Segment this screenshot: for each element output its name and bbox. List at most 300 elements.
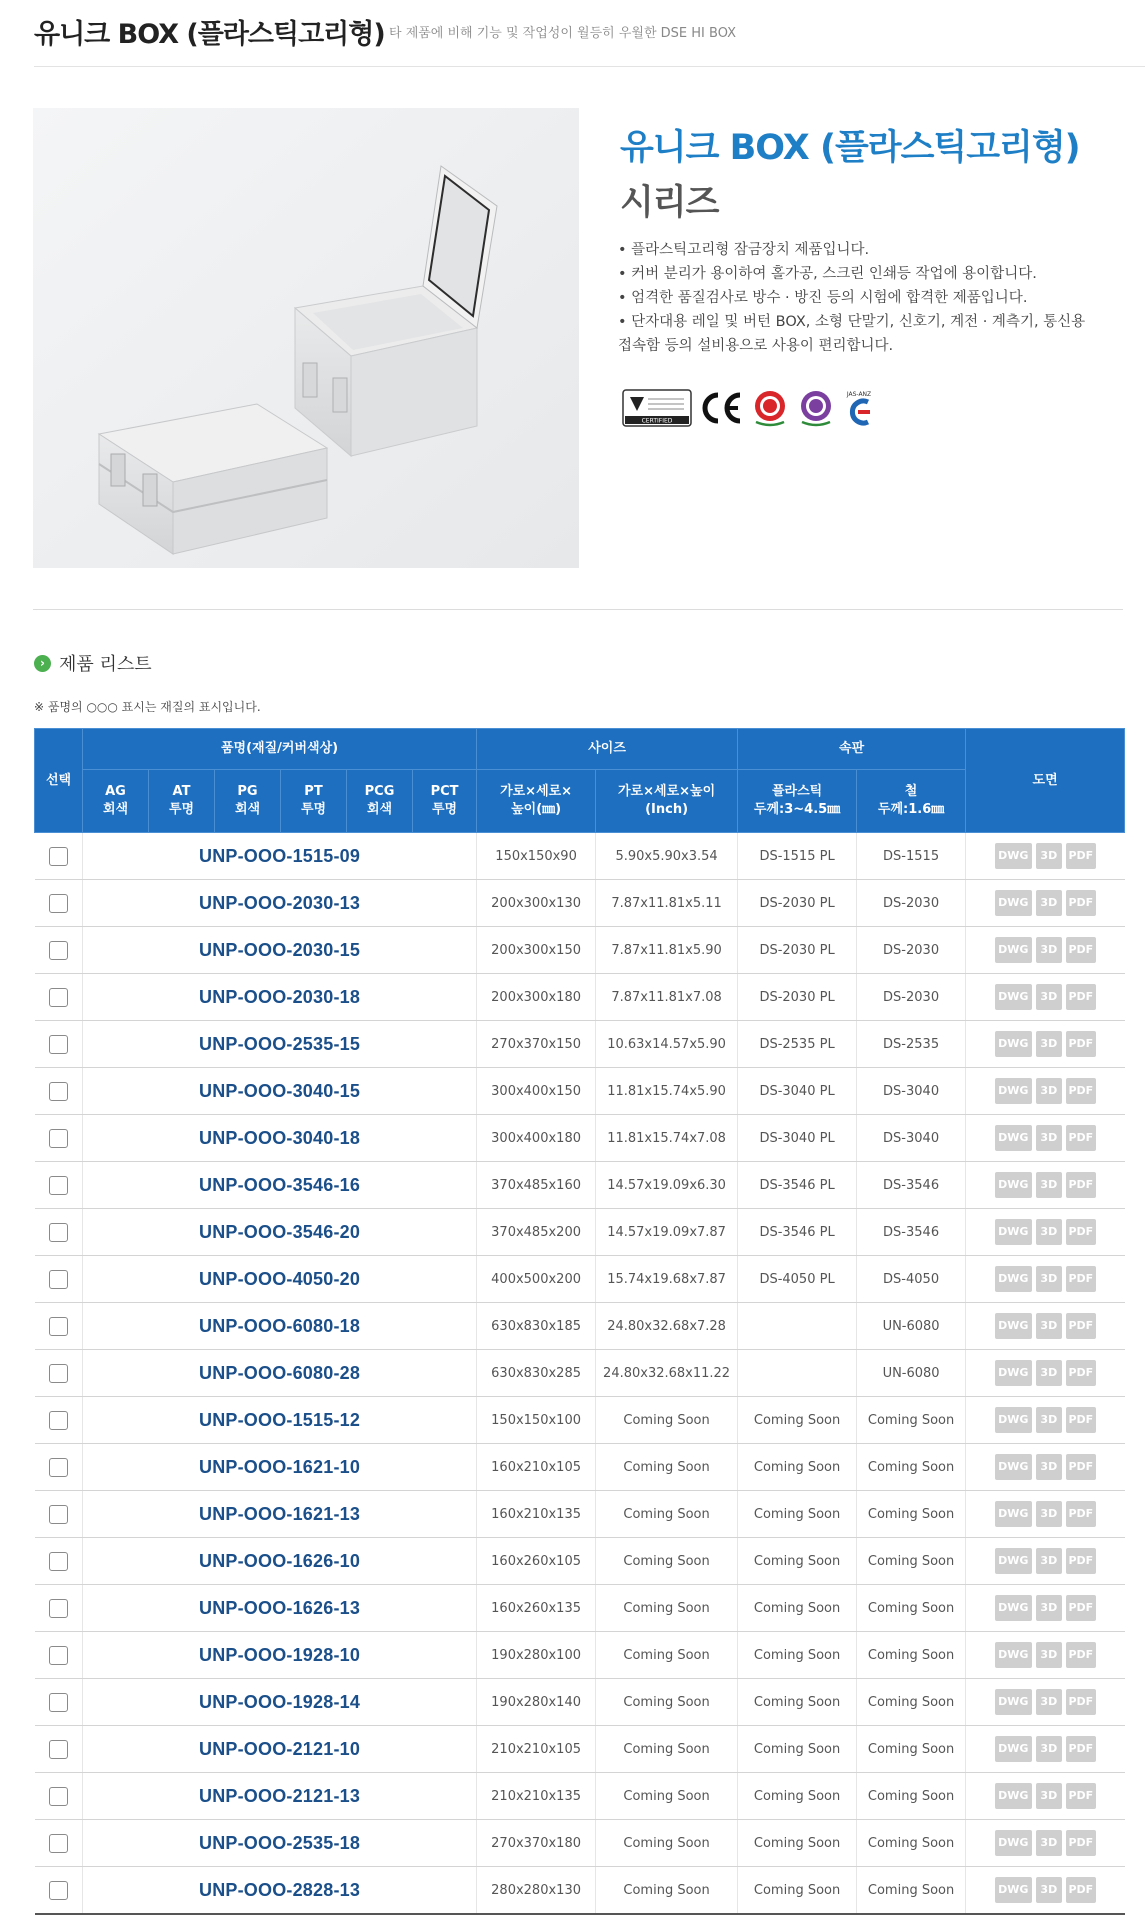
ce-mark-icon xyxy=(698,389,744,427)
table-row xyxy=(35,1538,1125,1585)
pdf-download-button[interactable]: PDF xyxy=(1066,1266,1096,1292)
select-checkbox[interactable] xyxy=(49,1834,68,1853)
header-drawing: 도면 xyxy=(966,729,1125,833)
header-material-at: AT 투명 xyxy=(149,770,215,833)
select-cell xyxy=(35,1444,83,1491)
3d-download-button[interactable]: 3D xyxy=(1036,1595,1062,1621)
table-row xyxy=(35,1021,1125,1068)
select-checkbox[interactable] xyxy=(49,1082,68,1101)
section-divider xyxy=(33,609,1123,610)
svg-text:CERTIFIED: CERTIFIED xyxy=(641,417,673,425)
3d-download-button[interactable]: 3D xyxy=(1036,1219,1062,1245)
table-row xyxy=(35,1303,1125,1350)
product-list-heading xyxy=(34,650,152,676)
3d-download-button[interactable]: 3D xyxy=(1036,1501,1062,1527)
drawing-cell xyxy=(966,833,1125,880)
drawing-cell xyxy=(966,1491,1125,1538)
jas-anz-mark-icon xyxy=(842,388,876,428)
product-name[interactable]: UNP-OOO-2828-13 xyxy=(83,1867,477,1915)
dwg-download-button[interactable]: DWG xyxy=(995,890,1032,916)
size-inch: 24.80x32.68x11.22 xyxy=(596,1350,738,1397)
size-inch: 14.57x19.09x7.87 xyxy=(596,1209,738,1256)
pdf-download-button[interactable]: PDF xyxy=(1066,1501,1096,1527)
header-size-inch: 가로×세로×높이 (Inch) xyxy=(596,770,738,833)
pdf-download-button[interactable]: PDF xyxy=(1066,937,1096,963)
plate-steel: DS-2030 xyxy=(857,880,966,927)
3d-download-button[interactable]: 3D xyxy=(1036,1736,1062,1762)
3d-download-button[interactable]: 3D xyxy=(1036,1078,1062,1104)
select-checkbox[interactable] xyxy=(49,1787,68,1806)
drawing-cell xyxy=(966,1538,1125,1585)
size-mm: 160x210x135 xyxy=(477,1491,596,1538)
product-name[interactable]: UNP-OOO-2030-15 xyxy=(83,927,477,974)
size-inch: 11.81x15.74x5.90 xyxy=(596,1068,738,1115)
chevron-right-icon: › xyxy=(34,655,51,672)
plate-steel: DS-2030 xyxy=(857,927,966,974)
drawing-cell xyxy=(966,1350,1125,1397)
select-checkbox[interactable] xyxy=(49,988,68,1007)
plate-steel: Coming Soon xyxy=(857,1867,966,1915)
3d-download-button[interactable]: 3D xyxy=(1036,1266,1062,1292)
select-checkbox[interactable] xyxy=(49,1693,68,1712)
dwg-download-button[interactable]: DWG xyxy=(995,1595,1032,1621)
dwg-download-button[interactable]: DWG xyxy=(995,1266,1032,1292)
product-image xyxy=(33,108,579,568)
size-inch: Coming Soon xyxy=(596,1585,738,1632)
pdf-download-button[interactable]: PDF xyxy=(1066,1783,1096,1809)
table-row xyxy=(35,833,1125,880)
dwg-download-button[interactable]: DWG xyxy=(995,937,1032,963)
plate-plastic: DS-3040 PL xyxy=(738,1068,857,1115)
plate-steel: Coming Soon xyxy=(857,1585,966,1632)
feature-item: • 엄격한 품질검사로 방수 · 방진 등의 시험에 합격한 제품입니다. xyxy=(618,290,1028,306)
select-checkbox[interactable] xyxy=(49,1411,68,1430)
size-inch: 7.87x11.81x7.08 xyxy=(596,974,738,1021)
product-name[interactable]: UNP-OOO-1621-13 xyxy=(83,1491,477,1538)
page-title: 유니크 BOX (플라스틱고리형) xyxy=(34,19,385,50)
plate-steel: Coming Soon xyxy=(857,1632,966,1679)
header-material-pg: PG 회색 xyxy=(215,770,281,833)
drawing-cell xyxy=(966,1820,1125,1867)
plate-steel: DS-2535 xyxy=(857,1021,966,1068)
plate-plastic: DS-2030 PL xyxy=(738,974,857,1021)
3d-download-button[interactable]: 3D xyxy=(1036,1313,1062,1339)
3d-download-button[interactable]: 3D xyxy=(1036,1125,1062,1151)
select-checkbox[interactable] xyxy=(49,1458,68,1477)
size-inch: 7.87x11.81x5.90 xyxy=(596,927,738,974)
3d-download-button[interactable]: 3D xyxy=(1036,1172,1062,1198)
dwg-download-button[interactable]: DWG xyxy=(995,1501,1032,1527)
select-checkbox[interactable] xyxy=(49,941,68,960)
select-cell xyxy=(35,1256,83,1303)
plate-steel: Coming Soon xyxy=(857,1679,966,1726)
table-row xyxy=(35,1773,1125,1820)
product-table-container xyxy=(34,728,1124,1915)
select-cell xyxy=(35,1679,83,1726)
plate-steel: UN-6080 xyxy=(857,1303,966,1350)
plate-steel: DS-1515 xyxy=(857,833,966,880)
size-mm: 400x500x200 xyxy=(477,1256,596,1303)
size-mm: 270x370x180 xyxy=(477,1820,596,1867)
plate-steel: DS-2030 xyxy=(857,974,966,1021)
drawing-cell xyxy=(966,1068,1125,1115)
header-material-pcg: PCG 회색 xyxy=(347,770,413,833)
drawing-cell xyxy=(966,1209,1125,1256)
table-row xyxy=(35,1867,1125,1915)
table-row xyxy=(35,1632,1125,1679)
plate-steel: Coming Soon xyxy=(857,1726,966,1773)
plate-plastic: Coming Soon xyxy=(738,1679,857,1726)
plate-plastic: Coming Soon xyxy=(738,1538,857,1585)
dwg-download-button[interactable]: DWG xyxy=(995,1642,1032,1668)
dwg-download-button[interactable]: DWG xyxy=(995,984,1032,1010)
3d-download-button[interactable]: 3D xyxy=(1036,1548,1062,1574)
product-name[interactable]: UNP-OOO-1626-10 xyxy=(83,1538,477,1585)
size-inch: Coming Soon xyxy=(596,1444,738,1491)
size-mm: 630x830x285 xyxy=(477,1350,596,1397)
size-inch: 10.63x14.57x5.90 xyxy=(596,1021,738,1068)
select-cell xyxy=(35,1303,83,1350)
drawing-cell xyxy=(966,927,1125,974)
select-cell xyxy=(35,1397,83,1444)
table-row xyxy=(35,927,1125,974)
select-checkbox[interactable] xyxy=(49,1505,68,1524)
size-mm: 160x260x105 xyxy=(477,1538,596,1585)
table-row xyxy=(35,1820,1125,1867)
product-table-body xyxy=(35,833,1125,1915)
select-checkbox[interactable] xyxy=(49,1270,68,1289)
3d-download-button[interactable]: 3D xyxy=(1036,1454,1062,1480)
dwg-download-button[interactable]: DWG xyxy=(995,1219,1032,1245)
dwg-download-button[interactable]: DWG xyxy=(995,1360,1032,1386)
header-material-pct: PCT 투명 xyxy=(413,770,477,833)
table-row xyxy=(35,1726,1125,1773)
pdf-download-button[interactable]: PDF xyxy=(1066,890,1096,916)
size-inch: 24.80x32.68x7.28 xyxy=(596,1303,738,1350)
product-name[interactable]: UNP-OOO-3546-20 xyxy=(83,1209,477,1256)
certified-mark-icon xyxy=(622,389,692,427)
feature-list xyxy=(618,238,1108,358)
plate-plastic: Coming Soon xyxy=(738,1773,857,1820)
select-cell xyxy=(35,1585,83,1632)
product-name[interactable]: UNP-OOO-3546-16 xyxy=(83,1162,477,1209)
plate-plastic: Coming Soon xyxy=(738,1491,857,1538)
plate-steel: DS-4050 xyxy=(857,1256,966,1303)
pdf-download-button[interactable]: PDF xyxy=(1066,1642,1096,1668)
drawing-cell xyxy=(966,1021,1125,1068)
product-name[interactable]: UNP-OOO-2121-13 xyxy=(83,1773,477,1820)
dwg-download-button[interactable]: DWG xyxy=(995,1031,1032,1057)
feature-item: • 단자대용 레일 및 버턴 BOX, 소형 단말기, 신호기, 계전 · 계측기, 통신용 xyxy=(618,314,1086,330)
table-row xyxy=(35,1444,1125,1491)
select-cell xyxy=(35,1538,83,1585)
dwg-download-button[interactable]: DWG xyxy=(995,1125,1032,1151)
plate-steel: Coming Soon xyxy=(857,1397,966,1444)
table-row xyxy=(35,1397,1125,1444)
plate-plastic: DS-1515 PL xyxy=(738,833,857,880)
pdf-download-button[interactable]: PDF xyxy=(1066,1078,1096,1104)
product-name[interactable]: UNP-OOO-1515-09 xyxy=(83,833,477,880)
header-size-mm: 가로×세로× 높이(㎜) xyxy=(477,770,596,833)
size-inch: Coming Soon xyxy=(596,1679,738,1726)
select-checkbox[interactable] xyxy=(49,847,68,866)
size-inch: Coming Soon xyxy=(596,1632,738,1679)
select-checkbox[interactable] xyxy=(49,1035,68,1054)
size-mm: 210x210x105 xyxy=(477,1726,596,1773)
dwg-download-button[interactable]: DWG xyxy=(995,1830,1032,1856)
pdf-download-button[interactable]: PDF xyxy=(1066,984,1096,1010)
feature-item: • 플라스틱고리형 잠금장치 제품입니다. xyxy=(618,242,870,258)
plate-plastic: DS-3040 PL xyxy=(738,1115,857,1162)
dwg-download-button[interactable]: DWG xyxy=(995,1783,1032,1809)
drawing-cell xyxy=(966,1726,1125,1773)
plate-plastic: DS-2030 PL xyxy=(738,880,857,927)
header-plate-plastic: 플라스틱 두께:3~4.5㎜ xyxy=(738,770,857,833)
drawing-cell xyxy=(966,1444,1125,1491)
plate-plastic: Coming Soon xyxy=(738,1444,857,1491)
dwg-download-button[interactable]: DWG xyxy=(995,1313,1032,1339)
table-row xyxy=(35,974,1125,1021)
product-name[interactable]: UNP-OOO-2030-13 xyxy=(83,880,477,927)
product-name[interactable]: UNP-OOO-4050-20 xyxy=(83,1256,477,1303)
size-mm: 370x485x200 xyxy=(477,1209,596,1256)
product-name[interactable]: UNP-OOO-2535-15 xyxy=(83,1021,477,1068)
product-name[interactable]: UNP-OOO-2121-10 xyxy=(83,1726,477,1773)
plate-plastic: DS-3546 PL xyxy=(738,1162,857,1209)
pdf-download-button[interactable]: PDF xyxy=(1066,1031,1096,1057)
header-product-name: 품명(재질/커버색상) xyxy=(83,729,477,770)
select-cell xyxy=(35,1350,83,1397)
pdf-download-button[interactable]: PDF xyxy=(1066,843,1096,869)
plate-plastic xyxy=(738,1350,857,1397)
size-mm: 160x210x105 xyxy=(477,1444,596,1491)
select-cell xyxy=(35,1068,83,1115)
3d-download-button[interactable]: 3D xyxy=(1036,1783,1062,1809)
select-checkbox[interactable] xyxy=(49,1646,68,1665)
size-mm: 280x280x130 xyxy=(477,1867,596,1915)
drawing-cell xyxy=(966,1585,1125,1632)
product-table xyxy=(34,728,1125,1915)
product-name[interactable]: UNP-OOO-2030-18 xyxy=(83,974,477,1021)
header-size: 사이즈 xyxy=(477,729,738,770)
3d-download-button[interactable]: 3D xyxy=(1036,937,1062,963)
pdf-download-button[interactable]: PDF xyxy=(1066,1172,1096,1198)
size-inch: Coming Soon xyxy=(596,1726,738,1773)
table-row xyxy=(35,1350,1125,1397)
drawing-cell xyxy=(966,1397,1125,1444)
dwg-download-button[interactable]: DWG xyxy=(995,1454,1032,1480)
plate-plastic: Coming Soon xyxy=(738,1585,857,1632)
drawing-cell xyxy=(966,1679,1125,1726)
size-mm: 200x300x180 xyxy=(477,974,596,1021)
3d-download-button[interactable]: 3D xyxy=(1036,1360,1062,1386)
select-checkbox[interactable] xyxy=(49,1599,68,1618)
select-cell xyxy=(35,1491,83,1538)
product-name[interactable]: UNP-OOO-1515-12 xyxy=(83,1397,477,1444)
feature-item: 접속함 등의 설비용으로 사용이 편리합니다. xyxy=(618,338,894,354)
dwg-download-button[interactable]: DWG xyxy=(995,1172,1032,1198)
select-cell xyxy=(35,1820,83,1867)
plate-plastic: DS-2030 PL xyxy=(738,927,857,974)
size-mm: 160x260x135 xyxy=(477,1585,596,1632)
size-inch: Coming Soon xyxy=(596,1773,738,1820)
select-cell xyxy=(35,1867,83,1915)
select-checkbox[interactable] xyxy=(49,1317,68,1336)
plate-plastic: Coming Soon xyxy=(738,1820,857,1867)
size-inch: 15.74x19.68x7.87 xyxy=(596,1256,738,1303)
drawing-cell xyxy=(966,1867,1125,1915)
size-inch: 7.87x11.81x5.11 xyxy=(596,880,738,927)
3d-download-button[interactable]: 3D xyxy=(1036,890,1062,916)
plate-steel: Coming Soon xyxy=(857,1444,966,1491)
plate-plastic xyxy=(738,1303,857,1350)
header-select: 선택 xyxy=(35,729,83,833)
select-cell xyxy=(35,927,83,974)
drawing-cell xyxy=(966,880,1125,927)
plate-plastic: DS-4050 PL xyxy=(738,1256,857,1303)
size-inch: Coming Soon xyxy=(596,1820,738,1867)
size-inch: 11.81x15.74x7.08 xyxy=(596,1115,738,1162)
select-checkbox[interactable] xyxy=(49,1176,68,1195)
size-inch: 14.57x19.09x6.30 xyxy=(596,1162,738,1209)
3d-download-button[interactable]: 3D xyxy=(1036,1830,1062,1856)
drawing-cell xyxy=(966,1773,1125,1820)
drawing-cell xyxy=(966,1632,1125,1679)
dwg-download-button[interactable]: DWG xyxy=(995,1877,1032,1903)
table-row xyxy=(35,1679,1125,1726)
size-mm: 190x280x140 xyxy=(477,1679,596,1726)
header-material-ag: AG 회색 xyxy=(83,770,149,833)
page-header xyxy=(34,0,1145,67)
iso-ac2-mark-icon xyxy=(796,388,836,428)
plate-steel: DS-3040 xyxy=(857,1115,966,1162)
drawing-cell xyxy=(966,1162,1125,1209)
select-checkbox[interactable] xyxy=(49,1129,68,1148)
size-inch: Coming Soon xyxy=(596,1538,738,1585)
product-name[interactable]: UNP-OOO-1626-13 xyxy=(83,1585,477,1632)
table-row xyxy=(35,880,1125,927)
pdf-download-button[interactable]: PDF xyxy=(1066,1407,1096,1433)
pdf-download-button[interactable]: PDF xyxy=(1066,1454,1096,1480)
3d-download-button[interactable]: 3D xyxy=(1036,1689,1062,1715)
select-cell xyxy=(35,880,83,927)
iso-ac-mark-icon xyxy=(750,388,790,428)
size-mm: 370x485x160 xyxy=(477,1162,596,1209)
dwg-download-button[interactable]: DWG xyxy=(995,1407,1032,1433)
select-checkbox[interactable] xyxy=(49,1881,68,1900)
pdf-download-button[interactable]: PDF xyxy=(1066,1125,1096,1151)
product-name[interactable]: UNP-OOO-1928-10 xyxy=(83,1632,477,1679)
pdf-download-button[interactable]: PDF xyxy=(1066,1595,1096,1621)
plate-steel: Coming Soon xyxy=(857,1820,966,1867)
select-cell xyxy=(35,1209,83,1256)
plate-plastic: DS-3546 PL xyxy=(738,1209,857,1256)
pdf-download-button[interactable]: PDF xyxy=(1066,1830,1096,1856)
product-name[interactable]: UNP-OOO-3040-18 xyxy=(83,1115,477,1162)
product-name[interactable]: UNP-OOO-2535-18 xyxy=(83,1820,477,1867)
select-cell xyxy=(35,833,83,880)
drawing-cell xyxy=(966,1256,1125,1303)
select-cell xyxy=(35,1726,83,1773)
select-cell xyxy=(35,1021,83,1068)
product-series: 시리즈 xyxy=(620,183,719,223)
select-checkbox[interactable] xyxy=(49,1364,68,1383)
size-mm: 150x150x100 xyxy=(477,1397,596,1444)
header-plate-steel: 철 두께:1.6㎜ xyxy=(857,770,966,833)
plate-plastic: Coming Soon xyxy=(738,1632,857,1679)
size-mm: 300x400x180 xyxy=(477,1115,596,1162)
select-cell xyxy=(35,1115,83,1162)
header-inner-plate: 속판 xyxy=(738,729,966,770)
select-checkbox[interactable] xyxy=(49,1740,68,1759)
size-mm: 210x210x135 xyxy=(477,1773,596,1820)
product-name[interactable]: UNP-OOO-1928-14 xyxy=(83,1679,477,1726)
dwg-download-button[interactable]: DWG xyxy=(995,1736,1032,1762)
dwg-download-button[interactable]: DWG xyxy=(995,1548,1032,1574)
page-subtitle: 타 제품에 비해 기능 및 작업성이 월등히 우월한 DSE HI BOX xyxy=(389,26,737,41)
pdf-download-button[interactable]: PDF xyxy=(1066,1548,1096,1574)
select-checkbox[interactable] xyxy=(49,1223,68,1242)
dwg-download-button[interactable]: DWG xyxy=(995,1078,1032,1104)
3d-download-button[interactable]: 3D xyxy=(1036,984,1062,1010)
plate-steel: Coming Soon xyxy=(857,1773,966,1820)
plate-plastic: Coming Soon xyxy=(738,1867,857,1915)
plate-steel: DS-3546 xyxy=(857,1209,966,1256)
select-cell xyxy=(35,1162,83,1209)
table-row xyxy=(35,1491,1125,1538)
pdf-download-button[interactable]: PDF xyxy=(1066,1313,1096,1339)
plastic-box-illustration xyxy=(33,108,579,568)
product-name[interactable]: UNP-OOO-3040-15 xyxy=(83,1068,477,1115)
3d-download-button[interactable]: 3D xyxy=(1036,1407,1062,1433)
pdf-download-button[interactable]: PDF xyxy=(1066,1736,1096,1762)
3d-download-button[interactable]: 3D xyxy=(1036,1877,1062,1903)
certification-logos xyxy=(622,388,876,428)
header-material-pt: PT 투명 xyxy=(281,770,347,833)
dwg-download-button[interactable]: DWG xyxy=(995,843,1032,869)
size-inch: Coming Soon xyxy=(596,1867,738,1915)
plate-plastic: DS-2535 PL xyxy=(738,1021,857,1068)
table-row xyxy=(35,1256,1125,1303)
pdf-download-button[interactable]: PDF xyxy=(1066,1877,1096,1903)
size-mm: 200x300x130 xyxy=(477,880,596,927)
pdf-download-button[interactable]: PDF xyxy=(1066,1360,1096,1386)
3d-download-button[interactable]: 3D xyxy=(1036,843,1062,869)
plate-steel: DS-3546 xyxy=(857,1162,966,1209)
3d-download-button[interactable]: 3D xyxy=(1036,1642,1062,1668)
table-row xyxy=(35,1585,1125,1632)
dwg-download-button[interactable]: DWG xyxy=(995,1689,1032,1715)
table-row xyxy=(35,1115,1125,1162)
3d-download-button[interactable]: 3D xyxy=(1036,1031,1062,1057)
size-mm: 300x400x150 xyxy=(477,1068,596,1115)
product-name[interactable]: UNP-OOO-6080-18 xyxy=(83,1303,477,1350)
size-inch: 5.90x5.90x3.54 xyxy=(596,833,738,880)
size-mm: 150x150x90 xyxy=(477,833,596,880)
pdf-download-button[interactable]: PDF xyxy=(1066,1689,1096,1715)
select-checkbox[interactable] xyxy=(49,894,68,913)
select-checkbox[interactable] xyxy=(49,1552,68,1571)
pdf-download-button[interactable]: PDF xyxy=(1066,1219,1096,1245)
size-mm: 630x830x185 xyxy=(477,1303,596,1350)
feature-item: • 커버 분리가 용이하여 홀가공, 스크린 인쇄등 작업에 용이합니다. xyxy=(618,266,1037,282)
material-note: ※ 품명의 ○○○ 표시는 재질의 표시입니다. xyxy=(34,700,261,714)
product-name[interactable]: UNP-OOO-1621-10 xyxy=(83,1444,477,1491)
size-mm: 190x280x100 xyxy=(477,1632,596,1679)
product-name[interactable]: UNP-OOO-6080-28 xyxy=(83,1350,477,1397)
product-title: 유니크 BOX (플라스틱고리형) xyxy=(620,128,1080,168)
select-cell xyxy=(35,1632,83,1679)
